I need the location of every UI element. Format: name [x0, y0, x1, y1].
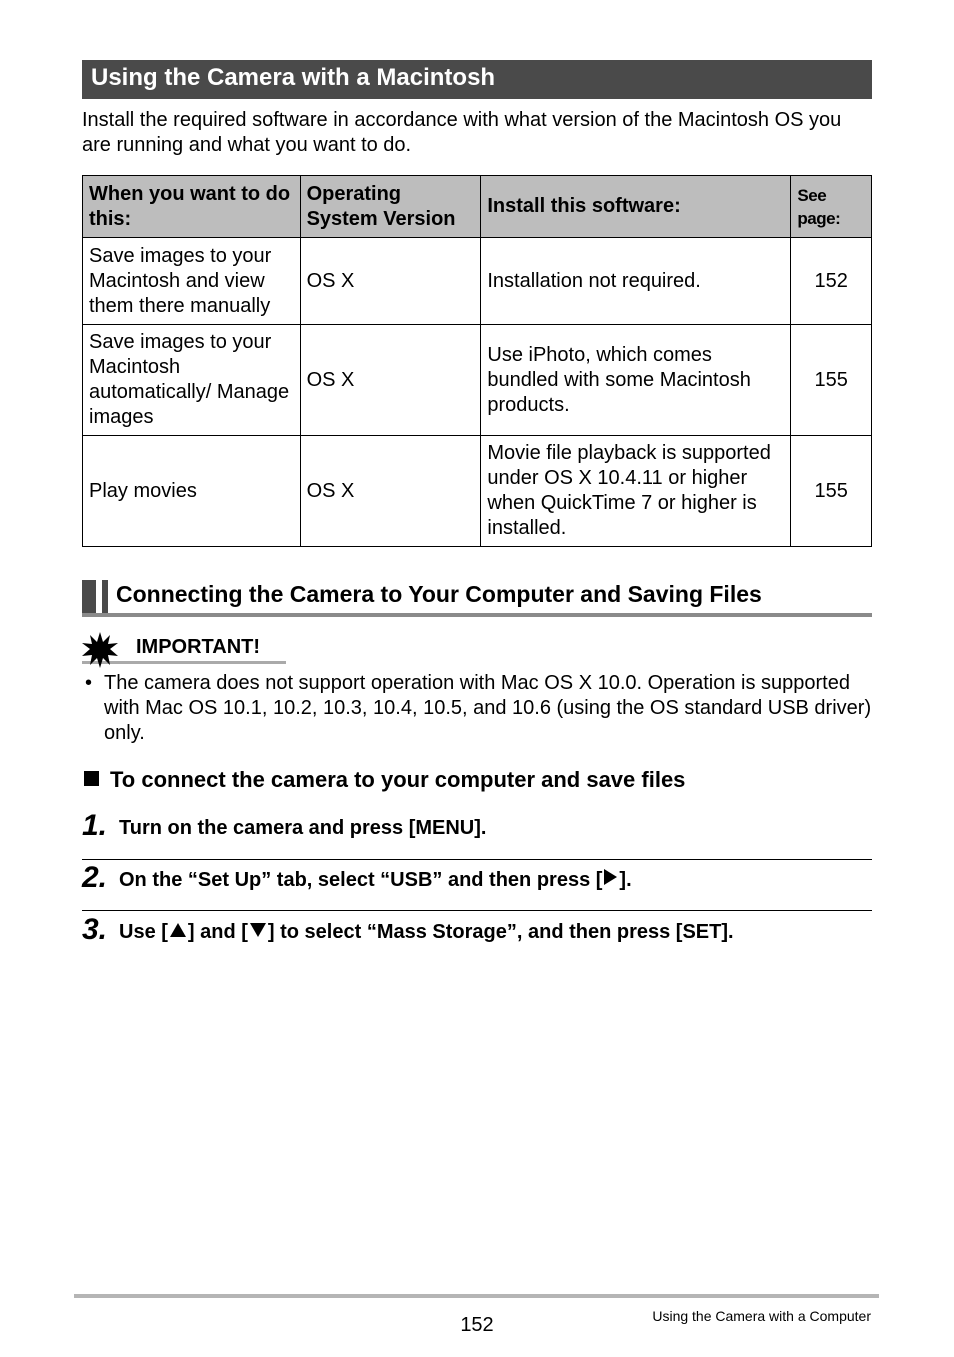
down-arrow-icon — [250, 923, 266, 937]
table-cell: OS X — [300, 325, 481, 436]
step-number: 3. — [82, 913, 108, 946]
table-cell: Use iPhoto, which comes bundled with some Macintosh products. — [481, 325, 791, 436]
table-row — [83, 238, 872, 325]
step-text-part: ] to select “Mass Storage”, and then press [SET]. — [267, 921, 734, 943]
table-row — [83, 325, 872, 436]
header-see-page: See page: — [791, 176, 872, 238]
heading-bar-icon — [82, 580, 96, 613]
step-divider — [82, 910, 872, 911]
table-cell: Movie file playback is supported under OS X 10.4.11 or higher when QuickTime 7 or higher is installed. — [481, 436, 791, 547]
table-cell: Installation not required. — [481, 238, 791, 325]
table-cell: Save images to your Macintosh automatically/ Manage images — [83, 325, 301, 436]
software-table — [82, 175, 872, 547]
important-label: IMPORTANT! — [136, 636, 261, 658]
bullet-mark: • — [85, 672, 93, 694]
subsection-heading — [82, 578, 872, 617]
important-note — [82, 671, 872, 746]
header-task: When you want to do this: — [83, 176, 301, 238]
page-reference: 155 — [791, 325, 872, 436]
step-number: 1. — [82, 809, 108, 842]
step-number: 2. — [82, 861, 108, 894]
footer-chapter-title: Using the Camera with a Computer — [652, 1308, 871, 1324]
step-text — [119, 921, 734, 944]
table-header-row — [83, 176, 872, 238]
page-number: 152 — [460, 1314, 494, 1336]
page-reference: 152 — [791, 238, 872, 325]
procedure-heading — [84, 767, 685, 793]
step-divider — [82, 859, 872, 860]
step-text-part: Use [ — [119, 921, 168, 943]
header-os-version: Operating System Version — [300, 176, 481, 238]
important-note-text: The camera does not support operation with Mac OS X 10.0. Operation is supported with Mac OS 10.1, 10.2, 10.3, 10.4, 10.5, and 10.6 (using the OS standard USB driver) only. — [104, 672, 872, 744]
up-arrow-icon — [170, 923, 186, 937]
table-row — [83, 436, 872, 547]
header-software: Install this software: — [481, 176, 791, 238]
procedure-title: To connect the camera to your computer and save files — [110, 767, 686, 792]
step-text — [119, 869, 632, 892]
footer-divider — [74, 1294, 879, 1298]
page-reference: 155 — [791, 436, 872, 547]
step-text-part: ] and [ — [187, 921, 248, 943]
table-cell: Play movies — [83, 436, 301, 547]
table-cell: OS X — [300, 238, 481, 325]
right-arrow-icon — [604, 869, 617, 885]
step-text: Turn on the camera and press [MENU]. — [119, 817, 487, 839]
table-cell: OS X — [300, 436, 481, 547]
intro-text: Install the required software in accordance with what version of the Macintosh OS you are running and what you want to do. — [82, 109, 842, 156]
square-bullet-icon — [84, 771, 99, 786]
heading-bar-icon — [102, 580, 108, 613]
step-text-part: On the “Set Up” tab, select “USB” and then press [ — [119, 869, 603, 891]
table-cell: Save images to your Macintosh and view them there manually — [83, 238, 301, 325]
important-heading — [82, 630, 286, 664]
step-text-part: ]. — [619, 869, 632, 891]
subsection-title: Connecting the Camera to Your Computer and Saving Files — [116, 581, 762, 607]
starburst-icon — [82, 632, 118, 668]
section-title: Using the Camera with a Macintosh — [82, 60, 872, 99]
